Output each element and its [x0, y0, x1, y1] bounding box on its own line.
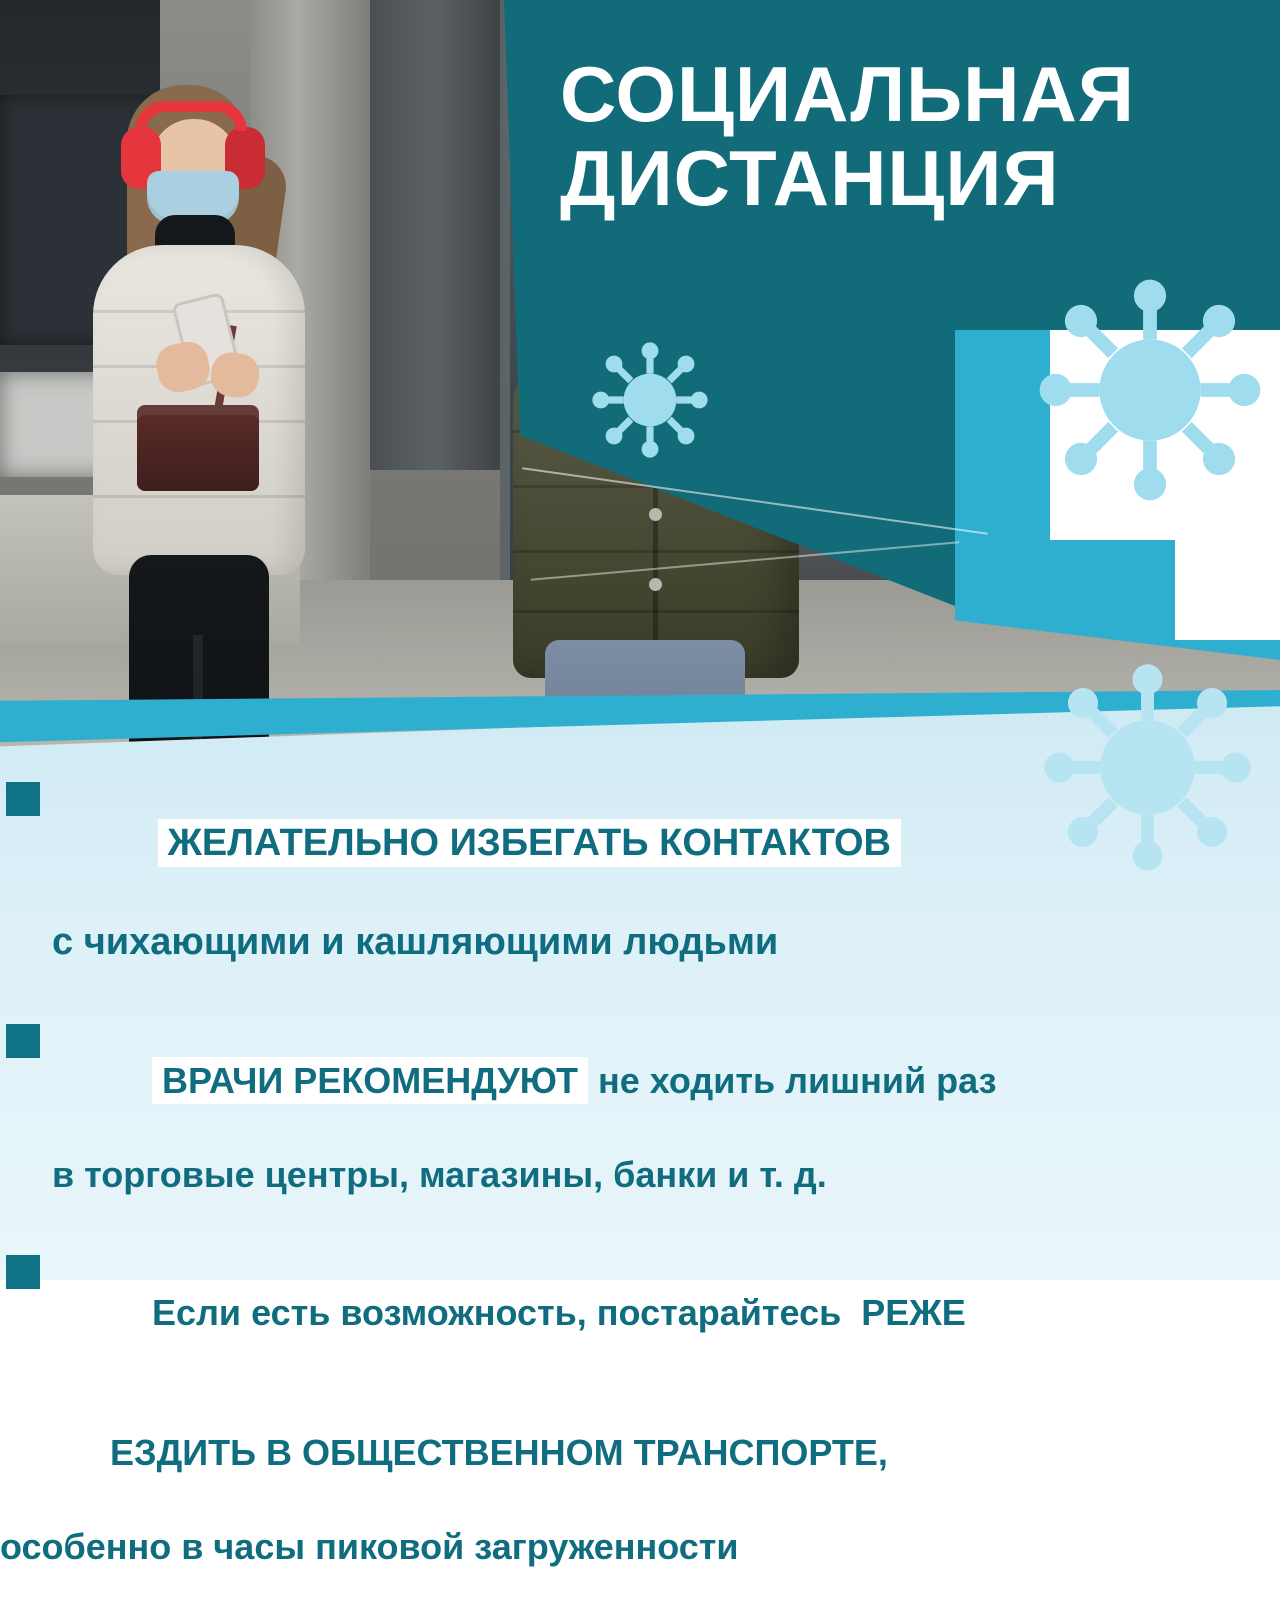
tip-highlight: ЕЗДИТЬ В ОБЩЕСТВЕННОМ ТРАНСПОРТЕ,: [100, 1429, 898, 1476]
white-notch-block: [1175, 520, 1280, 640]
jacket-button: [649, 508, 662, 521]
tip-line: [52, 1243, 1240, 1383]
tip-line: [0, 1383, 1240, 1523]
bullet-square: [6, 782, 40, 816]
bullet-square: [6, 1024, 40, 1058]
tip-text: [52, 1012, 1280, 1199]
tip-highlight: РЕЖЕ: [851, 1289, 976, 1336]
tip-plain: не ходить лишний раз: [588, 1060, 997, 1102]
stone-pillar: [370, 0, 500, 470]
tip-text: [0, 1243, 1280, 1571]
virus-icon: [590, 340, 710, 460]
tip-highlight: ЖЕЛАТЕЛЬНО ИЗБЕГАТЬ КОНТАКТОВ: [158, 819, 901, 867]
tip-line: [52, 770, 1240, 918]
title-line-2: ДИСТАНЦИЯ: [560, 134, 1060, 223]
tips-list: [0, 770, 1280, 1614]
tip-line: особенно в часы пиковой загруженности: [0, 1525, 739, 1567]
title-line-1: СОЦИАЛЬНАЯ: [560, 50, 1135, 138]
headphone-band-icon: [135, 101, 247, 131]
tip-line: [52, 1012, 1240, 1152]
tip-line: в торговые центры, магазины, банки и т. д.: [52, 1153, 827, 1195]
tip-item: [0, 1243, 1280, 1571]
bullet-square: [6, 1255, 40, 1289]
tip-highlight: ВРАЧИ РЕКОМЕНДУЮТ: [152, 1057, 588, 1104]
tip-item: [0, 1012, 1280, 1199]
tip-line: с чихающими и кашляющими людьми: [52, 921, 779, 964]
tip-item: [0, 770, 1280, 968]
jacket-button: [649, 578, 662, 591]
person-woman: [85, 75, 315, 715]
jacket-seam: [93, 495, 305, 498]
handbag: [137, 405, 259, 491]
page-title: [560, 50, 1250, 223]
virus-icon: [1035, 275, 1265, 505]
tip-text: [52, 770, 1280, 968]
tip-plain: Если есть возможность, постарайтесь: [152, 1291, 852, 1333]
